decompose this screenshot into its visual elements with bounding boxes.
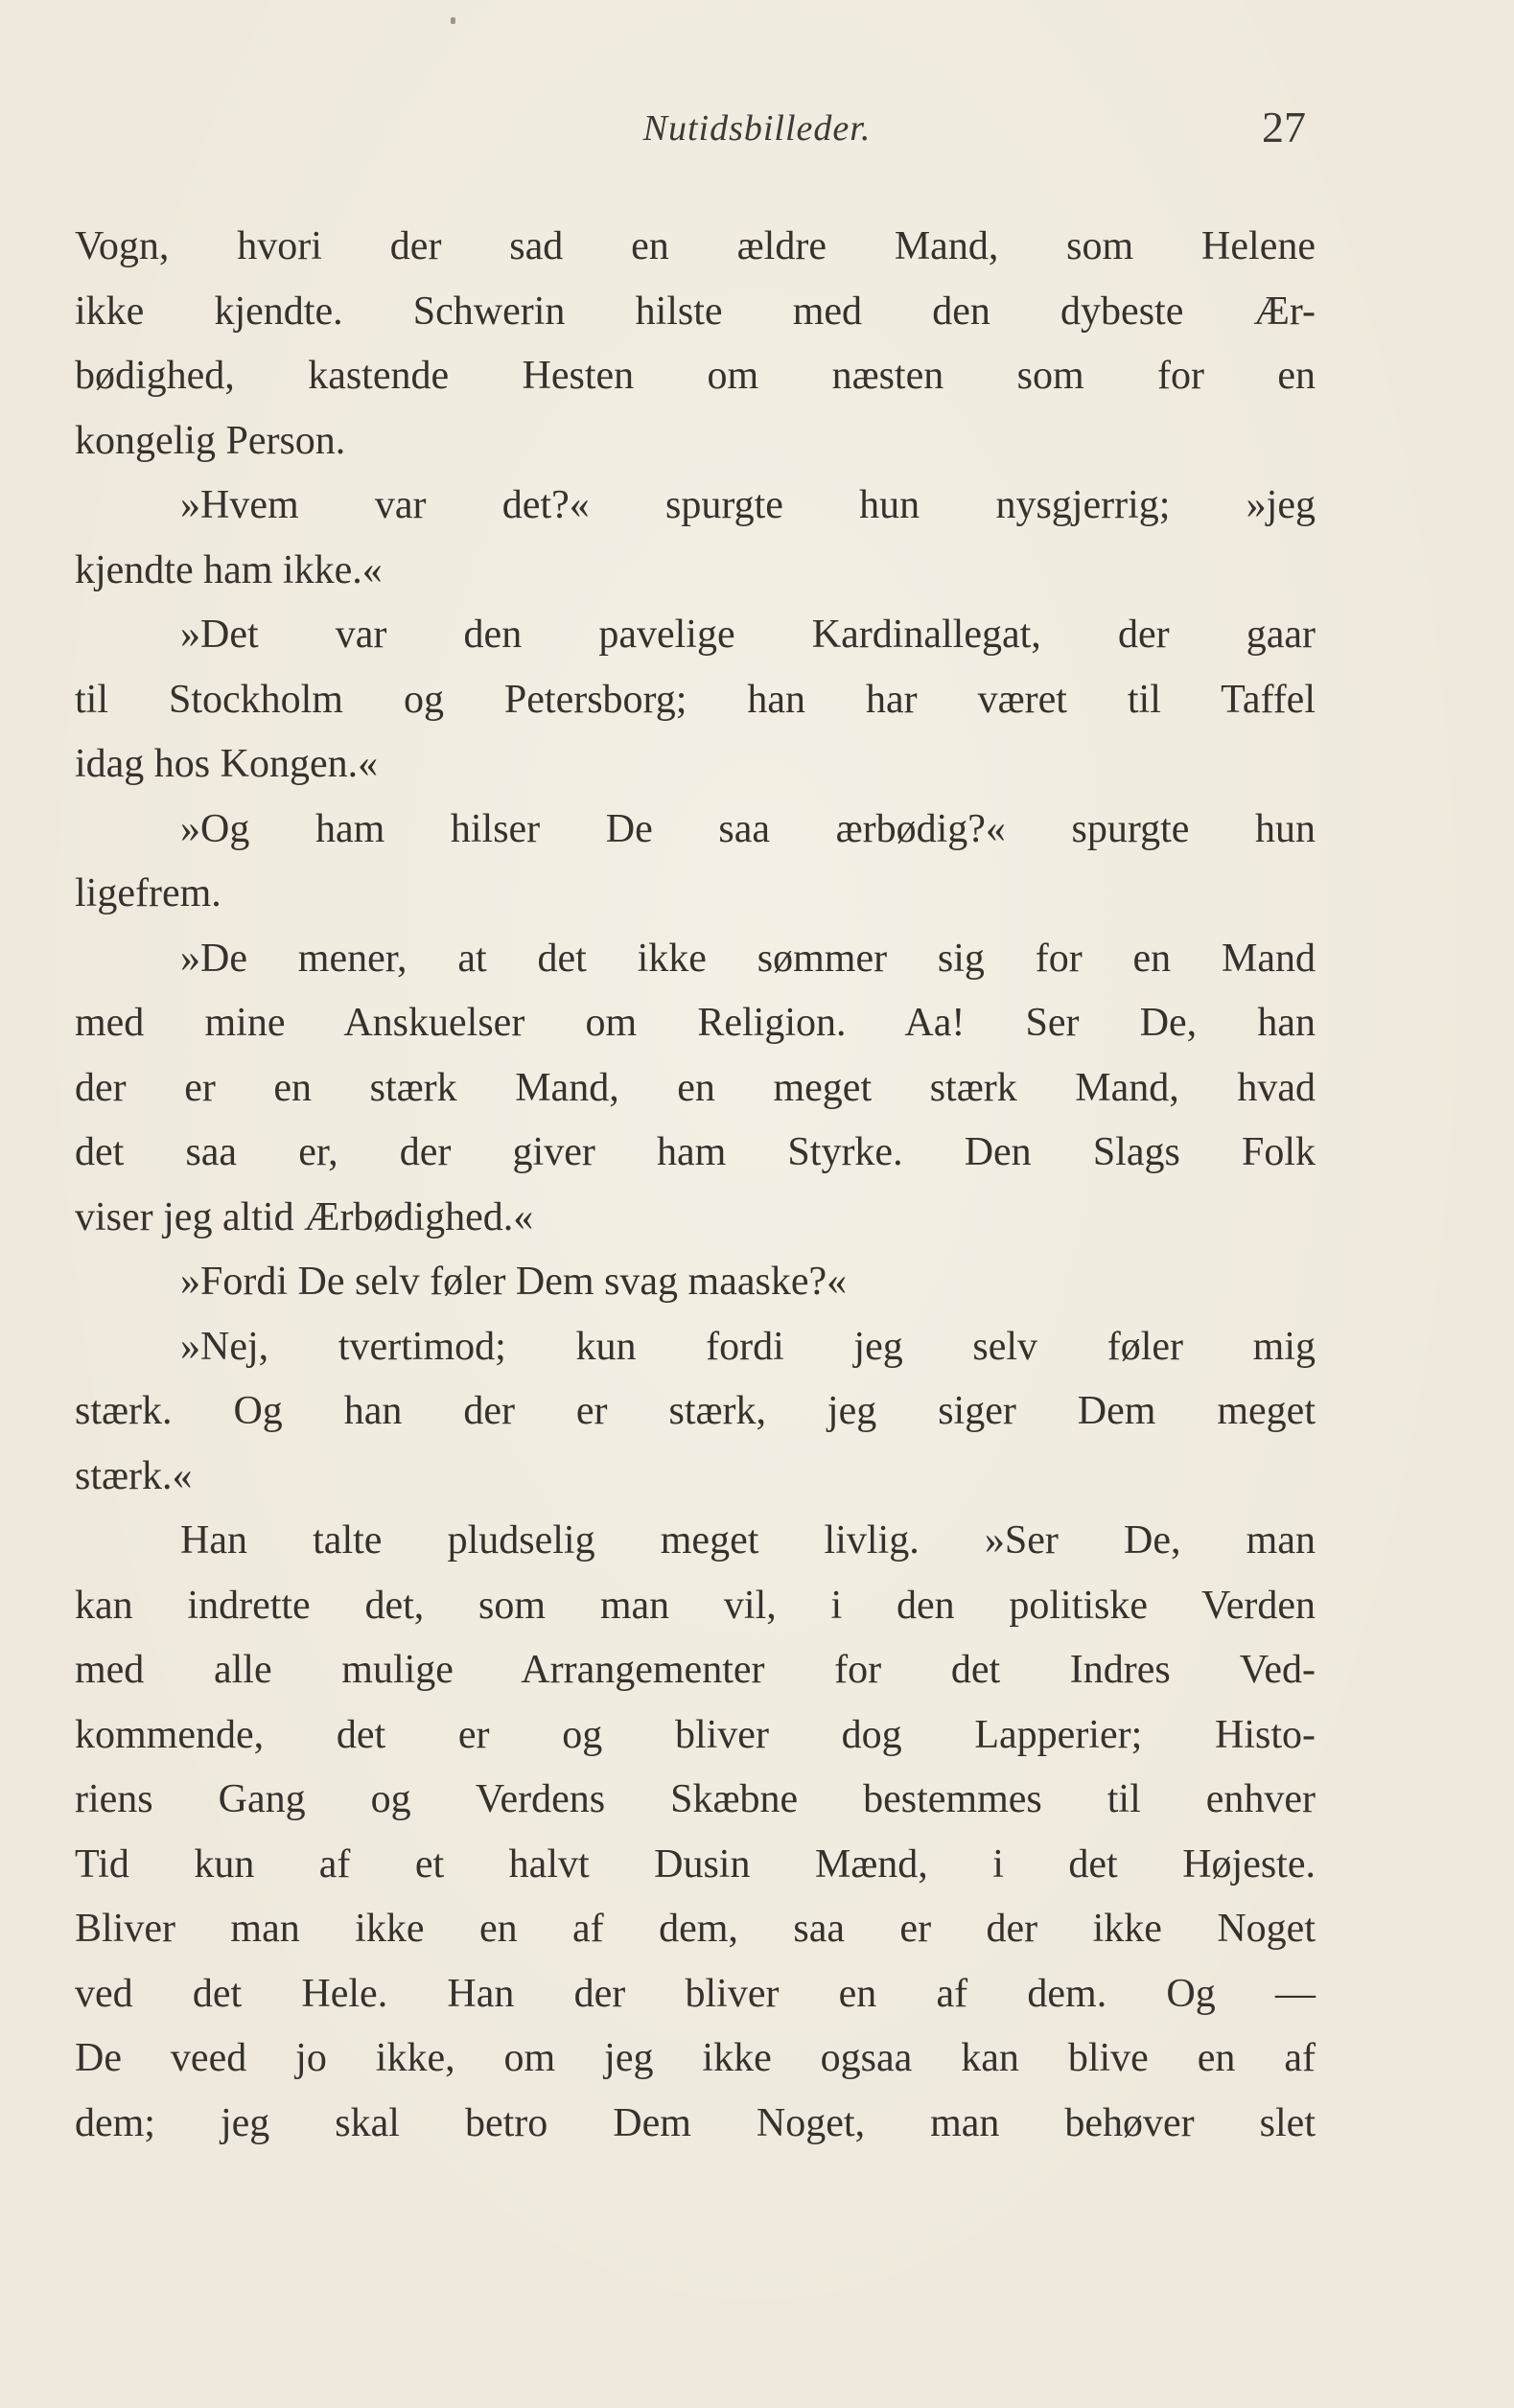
text-line: til Stockholm og Petersborg; han har været til Taffel — [75, 677, 1316, 722]
text-line: med mine Anskuelser om Religion. Aa! Ser De, han — [75, 1001, 1316, 1045]
text-line: »De mener, at det ikke sømmer sig for en Mand — [180, 936, 1316, 981]
text-line: »Det var den pavelige Kardinallegat, der gaar — [180, 613, 1316, 657]
text-line: »Og ham hilser De saa ærbødig?« spurgte hun — [180, 806, 1316, 851]
text-line: kan indrette det, som man vil, i den politiske Verden — [75, 1583, 1316, 1628]
text-line: Han talte pludselig meget livlig. »Ser De, man — [180, 1518, 1316, 1563]
text-line: kongelig Person. — [75, 418, 346, 463]
text-line: der er en stærk Mand, en meget stærk Mand, hvad — [75, 1065, 1316, 1110]
text-line: »Nej, tvertimod; kun fordi jeg selv føler mig — [180, 1324, 1316, 1369]
text-line: det saa er, der giver ham Styrke. Den Slags Folk — [75, 1130, 1316, 1174]
running-title: Nutidsbilleder. — [642, 108, 872, 149]
text-line: ikke kjendte. Schwerin hilste med den dybeste Ær- — [75, 289, 1316, 334]
text-line: viser jeg altid Ærbødighed.« — [75, 1194, 534, 1239]
text-line: bødighed, kastende Hesten om næsten som for en — [75, 354, 1316, 398]
text-line: riens Gang og Verdens Skæbne bestemmes til enhver — [75, 1777, 1316, 1821]
text-line: ved det Hele. Han der bliver en af dem. Og — — [75, 1971, 1316, 2016]
text-line: kjendte ham ikke.« — [75, 547, 383, 592]
page-number: 27 — [1262, 103, 1306, 151]
text-line: »Fordi De selv føler Dem svag maaske?« — [180, 1260, 848, 1304]
body-text — [75, 215, 1316, 2156]
text-line: dem; jeg skal betro Dem Noget, man behøver slet — [75, 2100, 1316, 2145]
paper-speck — [451, 17, 455, 24]
text-line: Vogn, hvori der sad en ældre Mand, som Helene — [75, 224, 1316, 268]
text-line: De veed jo ikke, om jeg ikke ogsaa kan blive en af — [75, 2036, 1316, 2080]
text-line: Tid kun af et halvt Dusin Mænd, i det Højeste. — [75, 1841, 1316, 1887]
text-line: med alle mulige Arrangementer for det Indres Ved- — [75, 1648, 1316, 1692]
text-line: stærk.« — [75, 1453, 193, 1498]
text-line: stærk. Og han der er stærk, jeg siger Dem meget — [75, 1389, 1316, 1433]
text-line: Bliver man ikke en af dem, saa er der ikke Noget — [75, 1907, 1316, 1951]
text-line: idag hos Kongen.« — [75, 742, 379, 786]
text-line: ligefrem. — [75, 871, 221, 915]
text-line: kommende, det er og bliver dog Lapperier; Histo- — [75, 1712, 1316, 1757]
text-line: »Hvem var det?« spurgte hun nysgjerrig; »jeg — [180, 483, 1316, 527]
